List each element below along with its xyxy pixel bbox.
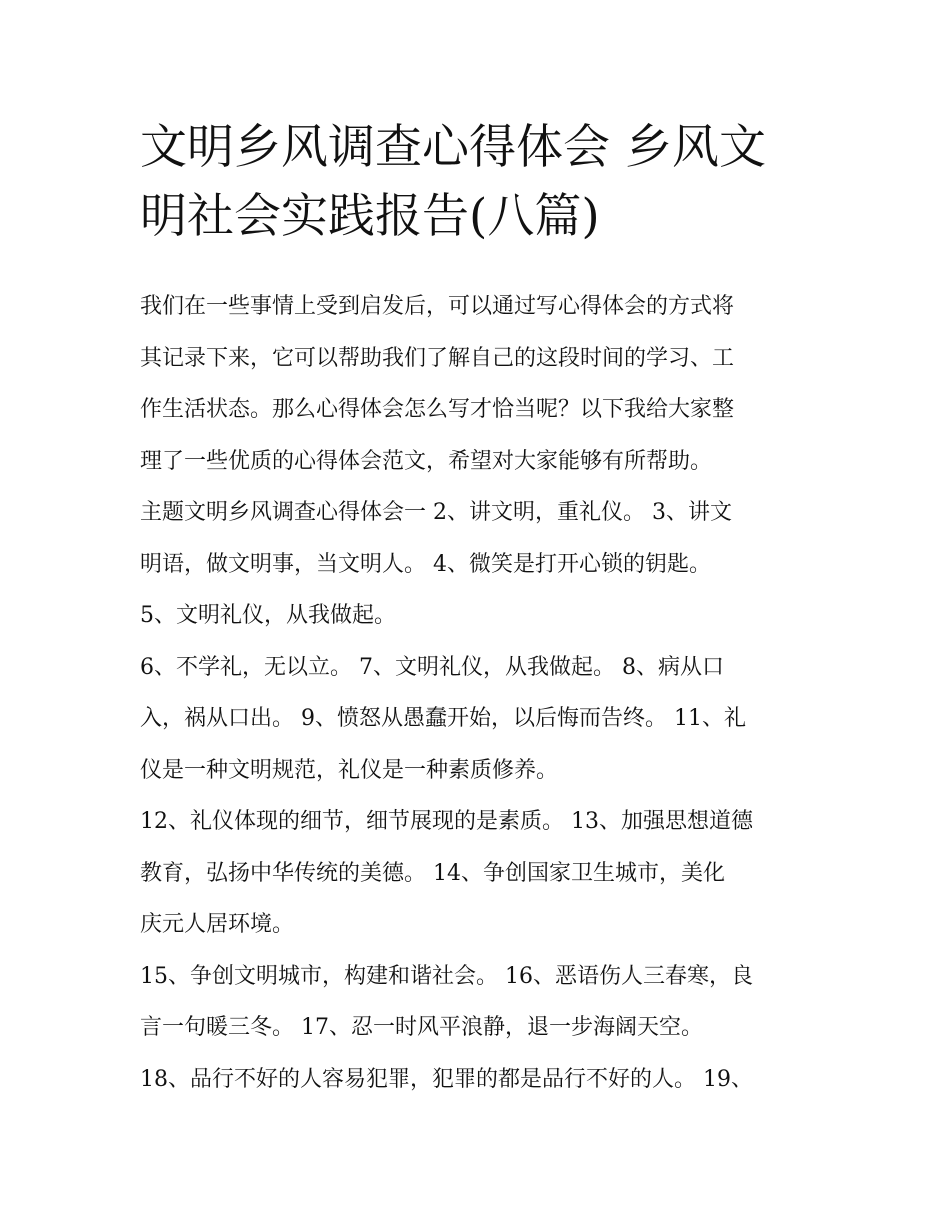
body-line: 5、文明礼仪，从我做起。	[140, 603, 396, 628]
body-line: 明语，做文明事，当文明人。 4、微笑是打开心锁的钥匙。	[140, 551, 711, 577]
document-body	[140, 281, 830, 1105]
body-line: 6、不学礼，无以立。 7、文明礼仪，从我做起。 8、病从口	[140, 654, 724, 680]
body-line: 庆元人居环境。	[140, 912, 295, 937]
body-line: 12、礼仪体现的细节，细节展现的是素质。 13、加强思想道德	[140, 809, 753, 834]
body-line: 言一句暖三冬。 17、忍一时风平浪静，退一步海阔天空。	[140, 1015, 703, 1040]
body-line: 主题文明乡风调查心得体会一 2、讲文明，重礼仪。 3、讲文	[140, 500, 732, 525]
document-title	[140, 113, 830, 251]
body-line: 其记录下来，它可以帮助我们了解自己的这段时间的学习、工	[140, 345, 735, 371]
body-line: 入，祸从口出。 9、愤怒从愚蠢开始，以后悔而告终。 11、礼	[140, 706, 746, 731]
title-line: 明社会实践报告(八篇)	[140, 189, 600, 244]
body-line: 18、品行不好的人容易犯罪，犯罪的都是品行不好的人。 19、	[140, 1066, 753, 1092]
body-line: 我们在一些事情上受到启发后，可以通过写心得体会的方式将	[140, 294, 735, 319]
body-line: 教育，弘扬中华传统的美德。 14、争创国家卫生城市，美化	[140, 860, 725, 886]
body-line: 仪是一种文明规范，礼仪是一种素质修养。	[140, 757, 559, 783]
body-line: 作生活状态。那么心得体会怎么写才恰当呢？以下我给大家整	[140, 397, 735, 422]
body-line: 15、争创文明城市，构建和谐社会。 16、恶语伤人三春寒，良	[140, 963, 753, 989]
body-line: 理了一些优质的心得体会范文，希望对大家能够有所帮助。	[140, 448, 713, 474]
title-line: 文明乡风调查心得体会 乡风文	[140, 120, 766, 175]
